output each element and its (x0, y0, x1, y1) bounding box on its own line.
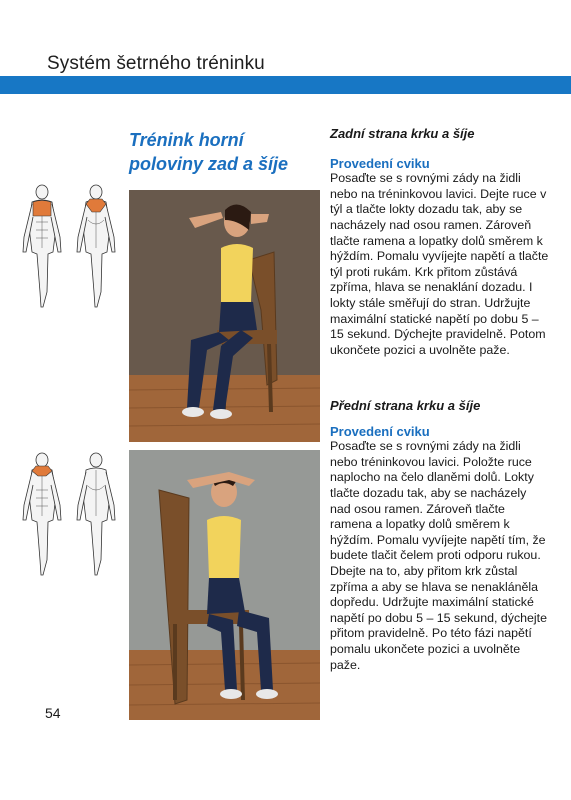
exercise-1 (330, 126, 550, 358)
header-bar (0, 76, 571, 94)
exercise-photo-back-neck (129, 190, 320, 442)
exercise-2-heading: Přední strana krku a šíje (330, 398, 481, 413)
exercise-1-heading: Zadní strana krku a šíje (330, 126, 475, 141)
section-title: Trénink horní poloviny zad a šíje (129, 130, 289, 174)
exercise-1-label: Provedení cviku (330, 155, 430, 171)
anatomy-diagram-back-neck (20, 182, 120, 317)
exercise-photo-front-neck (129, 450, 320, 720)
page-header-title: Systém šetrného tréninku (47, 53, 265, 74)
page-number: 54 (45, 705, 61, 721)
exercise-2 (330, 398, 550, 673)
exercise-1-text: Posaďte se s rovnými zády na židli nebo na tréninkovou lavici. Dejte ruce v týl a tlačte lokty dozadu tak, aby se nacházely nad osou ramen. Zároveň tlačte ramena a lopatky dolů směrem k hýždím. Pomalu vyvíjejte napětí a tlačte týl proti rukám. Krk přitom zůstává zpříma, hlava se nenaklání dozadu. I lokty stále směřují do stran. Udržujte maximální statické napětí po dobu 5 – 15 sekund. Dýchejte pravidelně. Potom ukončete pozici a uvolněte paže. (330, 171, 549, 357)
exercise-2-label: Provedení cviku (330, 423, 430, 439)
exercise-2-text: Posaďte se s rovnými zády na židli nebo tréninkovou lavici. Položte ruce naplocho na čelo dlaněmi dolů. Lokty tlačte dozadu tak, aby se nacházely nad osou ramen. Zároveň tlačte ramena a lopatky dolů směrem k hýždím. Pomalu vyvíjejte napětí tím, že budete tlačit čelem proti odporu rukou. Dbejte na to, aby přitom krk zůstal zpříma a aby se hlava se nenakláněla dopředu. Udržujte maximální statické napětí po dobu 5 – 15 sekund, dýchejte přitom pravidelně. Po této fázi napětí pomalu ukončete pozici a uvolněte paže. (330, 439, 548, 672)
anatomy-diagram-front-neck (20, 450, 120, 585)
